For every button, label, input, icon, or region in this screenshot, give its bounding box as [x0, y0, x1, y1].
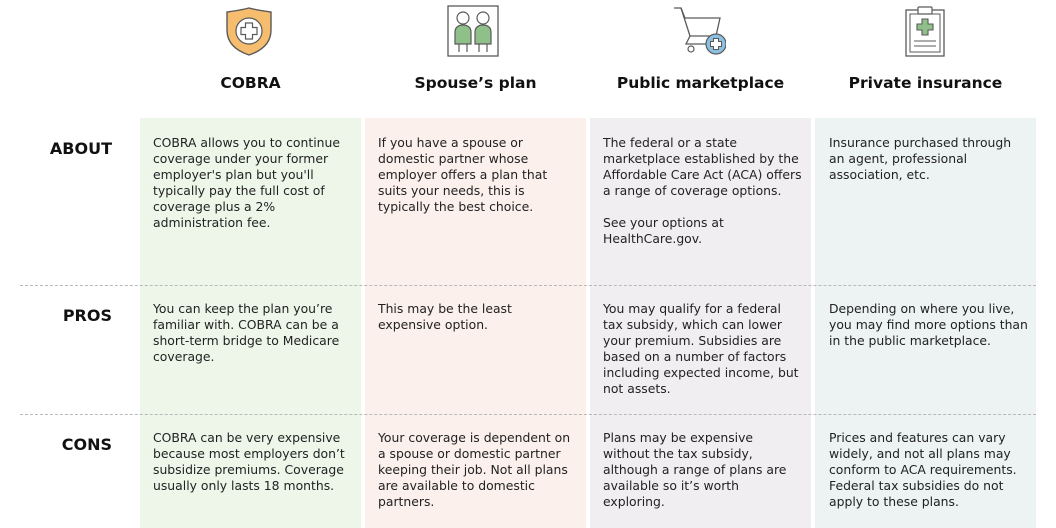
shopping-cart-plus-icon [672, 4, 726, 58]
row-divider [20, 414, 1036, 415]
column-title-cobra: COBRA [220, 74, 281, 92]
couple-icon [446, 4, 500, 58]
column-title-marketplace: Public marketplace [616, 74, 785, 92]
cell-text: Insurance purchased through an agent, professional association, etc. [829, 135, 1012, 182]
cell-cons-private [829, 430, 1029, 510]
shield-plus-icon [222, 4, 276, 58]
cell-pros-cobra [153, 301, 353, 365]
cell-cons-spouse [378, 430, 578, 510]
cell-about-marketplace [603, 135, 803, 247]
cell-text: Plans may be expensive without the tax subsidy, although a range of plans are available so it’s worth exploring. [603, 430, 787, 509]
cell-text: COBRA allows you to continue coverage under your former employer's plan but you'll typically pay the full cost of coverage plus a 2% administration fee. [153, 135, 340, 230]
cell-text: Your coverage is dependent on a spouse or domestic partner keeping their job. Not all plans are available to domestic partners. [378, 430, 571, 509]
cell-pros-private [829, 301, 1029, 349]
cell-text: The federal or a state marketplace established by the Affordable Care Act (ACA) offers a range of coverage options. [603, 135, 802, 198]
cell-text: You can keep the plan you’re familiar with. COBRA can be a short-term bridge to Medicare coverage. [153, 301, 340, 364]
cell-cons-cobra [153, 430, 353, 494]
cell-about-spouse [378, 135, 578, 215]
medical-clipboard-icon [898, 4, 952, 58]
cell-about-private [829, 135, 1029, 183]
row-label-about: ABOUT [49, 139, 112, 158]
cell-text: COBRA can be very expensive because most employers don’t subsidize premiums. Coverage usually only lasts 18 months. [153, 430, 345, 493]
cell-cons-marketplace [603, 430, 803, 510]
cell-text: You may qualify for a federal tax subsidy, which can lower your premium. Subsidies are based on a number of factors including expected income, but not assets. [603, 301, 799, 396]
column-title-spouse: Spouse’s plan [414, 74, 537, 92]
cell-pros-marketplace [603, 301, 803, 397]
cell-text: Prices and features can vary widely, and not all plans may conform to ACA requirements. Federal tax subsidies do not apply to these plans. [829, 430, 1017, 509]
cell-text: See your options at HealthCare.gov. [603, 215, 724, 246]
cell-text: If you have a spouse or domestic partner whose employer offers a plan that suits your needs, this is typically the best choice. [378, 135, 548, 214]
row-label-cons: CONS [61, 435, 112, 454]
cell-about-cobra [153, 135, 353, 231]
cell-pros-spouse [378, 301, 578, 333]
column-title-private: Private insurance [848, 74, 1003, 92]
row-divider [20, 285, 1036, 286]
row-label-pros: PROS [62, 306, 112, 325]
cell-text: This may be the least expensive option. [378, 301, 512, 332]
cell-text: Depending on where you live, you may find more options than in the public marketplace. [829, 301, 1028, 348]
